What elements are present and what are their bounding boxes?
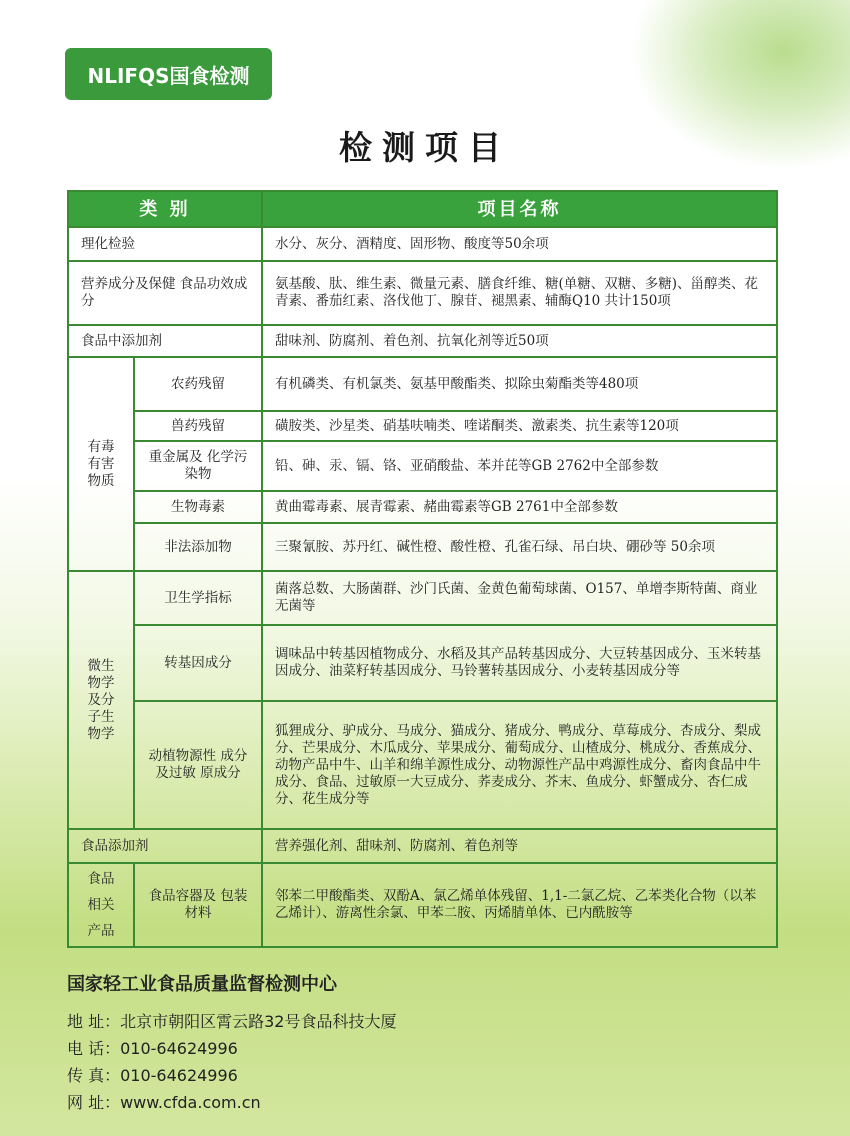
- value-cell: 氨基酸、肽、维生素、微量元素、膳食纤维、糖(单糖、双糖、多糖)、甾醇类、花青素、番茄红素、洛伐他丁、腺苷、褪黑素、辅酶Q10 共计150项: [262, 261, 777, 325]
- table-row: [68, 227, 777, 261]
- table-row: [68, 491, 777, 523]
- organization-name: 国家轻工业食品质量监督检测中心: [67, 974, 337, 995]
- subcategory-cell: 卫生学指标: [134, 571, 262, 625]
- subcategory-cell: 重金属及 化学污染物: [134, 441, 262, 491]
- value-cell: 三聚氰胺、苏丹红、碱性橙、酸性橙、孔雀石绿、吊白块、硼砂等 50余项: [262, 523, 777, 571]
- table-row: [68, 625, 777, 701]
- value-cell: 调味品中转基因植物成分、水稻及其产品转基因成分、大豆转基因成分、玉米转基因成分、油菜籽转基因成分、马铃薯转基因成分、小麦转基因成分等: [262, 625, 777, 701]
- subcategory-cell: 非法添加物: [134, 523, 262, 571]
- header-item-name: 项目名称: [262, 191, 777, 227]
- table-row: [68, 325, 777, 357]
- contact-footer: [67, 970, 396, 1116]
- table-header-row: [68, 191, 777, 227]
- value-cell: 黄曲霉毒素、展青霉素、赭曲霉素等GB 2761中全部参数: [262, 491, 777, 523]
- group-toxic: 有毒 有害 物质: [68, 357, 134, 571]
- value-cell: 磺胺类、沙星类、硝基呋喃类、喹诺酮类、激素类、抗生素等120项: [262, 411, 777, 441]
- table-row: [68, 863, 777, 947]
- address-line: 地 址：北京市朝阳区霄云路32号食品科技大厦: [67, 1012, 397, 1031]
- group-micro: 微生 物学 及分 子生 物学: [68, 571, 134, 829]
- subcategory-cell: 农药残留: [134, 357, 262, 411]
- page-title: 检测项目: [339, 128, 511, 167]
- category-cell: 食品中添加剂: [68, 325, 262, 357]
- subcategory-cell: 兽药残留: [134, 411, 262, 441]
- category-cell: 营养成分及保健 食品功效成分: [68, 261, 262, 325]
- table-row: [68, 441, 777, 491]
- table-row: [68, 411, 777, 441]
- category-cell: 理化检验: [68, 227, 262, 261]
- table-row: [68, 261, 777, 325]
- value-cell: 营养强化剂、甜味剂、防腐剂、着色剂等: [262, 829, 777, 863]
- brand-badge: [65, 48, 272, 100]
- table-row: [68, 829, 777, 863]
- value-cell: 铅、砷、汞、镉、铬、亚硝酸盐、苯并芘等GB 2762中全部参数: [262, 441, 777, 491]
- table-row: [68, 523, 777, 571]
- value-cell: 菌落总数、大肠菌群、沙门氏菌、金黄色葡萄球菌、O157、单增李斯特菌、商业无菌等: [262, 571, 777, 625]
- header-category: 类 别: [68, 191, 262, 227]
- value-cell: 甜味剂、防腐剂、着色剂、抗氧化剂等近50项: [262, 325, 777, 357]
- value-cell: 邻苯二甲酸酯类、双酚A、氯乙烯单体残留、1,1-二氯乙烷、乙苯类化合物（以苯乙烯计）、游离性余氯、甲苯二胺、丙烯腈单体、已内酰胺等: [262, 863, 777, 947]
- table-row: [68, 701, 777, 829]
- fax-line: 传 真：010-64624996: [67, 1066, 238, 1085]
- table-row: [68, 571, 777, 625]
- subcategory-cell: 食品容器及 包装材料: [134, 863, 262, 947]
- phone-line: 电 话：010-64624996: [67, 1039, 238, 1058]
- category-cell: 食品添加剂: [68, 829, 262, 863]
- brand-text: NLIFQS国食检测: [87, 63, 250, 88]
- value-cell: 有机磷类、有机氯类、氨基甲酸酯类、拟除虫菊酯类等480项: [262, 357, 777, 411]
- value-cell: 水分、灰分、酒精度、固形物、酸度等50余项: [262, 227, 777, 261]
- items-table: [67, 190, 778, 948]
- group-related: 食品 相关 产品: [68, 863, 134, 947]
- subcategory-cell: 生物毒素: [134, 491, 262, 523]
- table-row: [68, 357, 777, 411]
- value-cell: 狐狸成分、驴成分、马成分、猫成分、猪成分、鸭成分、草莓成分、杏成分、梨成分、芒果成分、木瓜成分、苹果成分、葡萄成分、山楂成分、桃成分、香蕉成分、动物产品中牛、山羊和绵羊源性成分、动物源性产品中鸡源性成分、畜肉食品中牛成分、食品、过敏原一大豆成分、荞麦成分、芥末、鱼成分、虾蟹成分、杏仁成分、花生成分等: [262, 701, 777, 829]
- website-line: 网 址：www.cfda.com.cn: [67, 1093, 261, 1112]
- subcategory-cell: 转基因成分: [134, 625, 262, 701]
- subcategory-cell: 动植物源性 成分及过敏 原成分: [134, 701, 262, 829]
